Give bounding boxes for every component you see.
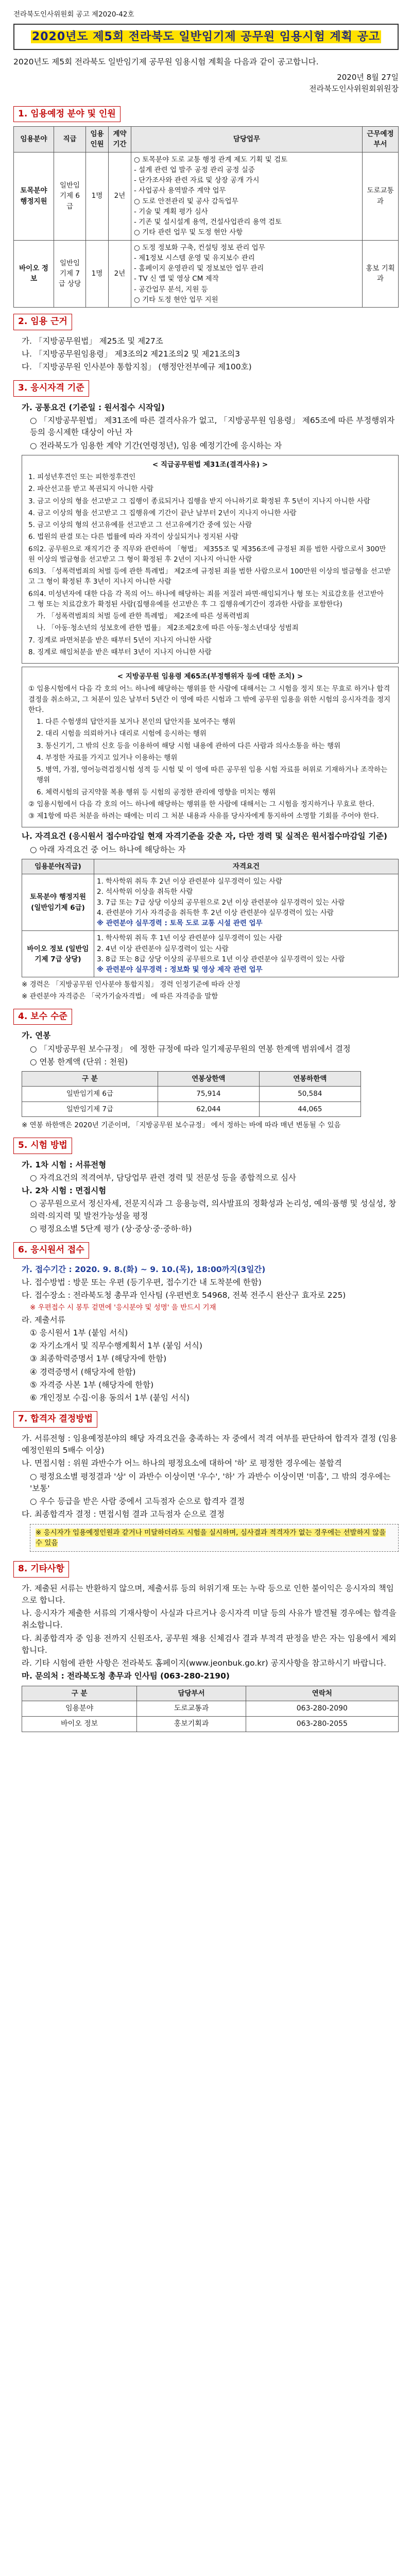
exam-line: 나. 2차 시험 : 면접시험 xyxy=(22,1186,107,1195)
misconduct-line: ③ 제1항에 따른 처분을 하려는 때에는 미리 그 처분 내용과 사유를 당사자에게 통지하여 소명할 기회를 주어야 한다. xyxy=(28,812,379,820)
col-count: 임용인원 xyxy=(86,127,109,152)
duty-line: ○ 기타 관련 업무 및 도정 현안 사항 xyxy=(134,228,243,237)
misconduct-line: ① 임용시험에서 다음 각 호의 어느 하나에 해당하는 행위를 한 사람에 대해서는 그 시험을 정지 또는 무효로 하거나 합격 결정을 취소하고, 그 처분이 있은 날부터 5년간 이 영에 따른 시험과 그 밖에 공무원 임용을 위한 시험의 응시자격을 정지한다. xyxy=(28,685,391,714)
req-line: 2. 4년 이상 관련분야 실무경력이 있는 사람 xyxy=(97,944,229,953)
qual-req-heading: 나. 자격요건 (응시원서 접수마감일 현재 자격기준을 갖춘 자, 다만 경력 및 실적은 원서접수마감일 기준) xyxy=(22,832,387,841)
basis-item: 나. 「지방공무원임용령」 제3조의2 제21조의2 및 제21조의3 xyxy=(22,349,240,359)
section-8-body xyxy=(13,1583,399,1732)
basis-item: 가. 「지방공무원법」 제25조 및 제27조 xyxy=(22,336,163,346)
contact-dept: 홍보기획과 xyxy=(137,1716,246,1732)
col-req-detail: 자격요건 xyxy=(94,859,399,874)
apply-line: 다. 접수장소 : 전라북도청 총무과 인사팀 (우편번호 54968, 전북 전주시 완산구 효자로 225) xyxy=(22,1291,346,1300)
pay-min: 50,584 xyxy=(259,1087,360,1101)
pass-line: ○ 평정요소별 평정결과 '상' 이 과반수 이상이면 '우수', '하' 가 과반수 이상이면 '미흡', 그 밖의 경우에는 '보통' xyxy=(30,1471,391,1493)
pass-line: 가. 서류전형 : 임용예정분야의 해당 자격요건을 충족하는 자 중에서 적격 여부를 판단하여 합격자 결정 (임용예정인원의 5배수 이상) xyxy=(22,1433,398,1455)
contact-field: 임용분야 xyxy=(22,1701,137,1716)
pay-max: 75,914 xyxy=(158,1087,259,1101)
apply-line: ⑥ 개인정보 수집·이용 동의서 1부 (붙임 서식) xyxy=(30,1393,190,1402)
apply-line: ② 자기소개서 및 직무수행계획서 1부 (붙임 서식) xyxy=(30,1341,202,1350)
duty-line: - 사업공사 용역발주 계약 업무 xyxy=(134,187,226,195)
exam-line: ○ 공무원으로서 정신자세, 전문지식과 그 응용능력, 의사발표의 정확성과 논리성, 예의·품행 및 성실성, 창의력·의지력 및 발전가능성을 평정 xyxy=(30,1199,397,1221)
exam-line: ○ 자격요건의 적격여부, 담당업무 관련 경력 및 전문성 등을 종합적으로 심사 xyxy=(30,1173,296,1182)
contact-field: 바이오 정보 xyxy=(22,1716,137,1732)
notice-date: 2020년 8월 27일 xyxy=(337,72,399,82)
pass-line: ○ 우수 등급을 받은 사람 중에서 고득점자 순으로 합격자 결정 xyxy=(30,1497,245,1506)
disq-line: 7. 징계로 파면처분을 받은 때부터 5년이 지나지 아니한 사람 xyxy=(28,636,212,645)
common-req-line: ○ 전라북도가 임용한 계약 기간(연령정년), 임용 예정기간에 응시하는 자 xyxy=(30,440,282,450)
col-grade: 직급 xyxy=(54,127,86,152)
pay-table xyxy=(22,1071,361,1117)
duty-line: - 단가조사와 관련 자료 및 상장 공개 가시 xyxy=(134,176,260,184)
table-row xyxy=(22,1716,399,1732)
apply-line: ③ 최종학력증명서 1부 (해당자에 한함) xyxy=(30,1354,167,1364)
pass-line: 나. 면접시험 : 위원 과반수가 어느 하나의 평정요소에 대하여 '하' 로 평정한 경우에는 불합격 xyxy=(22,1459,342,1468)
col-contact-phone: 연락처 xyxy=(246,1686,398,1701)
col-pay-grade: 구 분 xyxy=(22,1072,158,1087)
pay-note: ※ 연봉 하한액은 2020년 기준이며, 「지방공무원 보수규정」 에서 정하는 바에 따라 매년 변동될 수 있음 xyxy=(22,1121,341,1129)
contact-table xyxy=(22,1686,399,1732)
disq-line: 5. 금고 이상의 형의 선고유예를 선고받고 그 선고유예기간 중에 있는 사람 xyxy=(28,521,252,529)
notice-number: 전라북도인사위원회 공고 제2020-42호 xyxy=(13,10,134,19)
misconduct-line: 2. 대리 시험을 의뢰하거나 대리로 시험에 응시하는 행위 xyxy=(37,730,207,738)
misconduct-line: 5. 병역, 가점, 영어능력검정시험 성적 등 시험 및 이 영에 따른 공무원 임용 시험 자료를 허위로 기재하거나 조작하는 행위 xyxy=(37,766,388,785)
pay-max: 62,044 xyxy=(158,1101,259,1116)
disq-line: 4. 금고 이상의 형을 선고받고 그 집행유예 기간이 끝난 날부터 2년이 지나지 아니한 사람 xyxy=(28,509,297,517)
etc-line: 나. 응시자가 제출한 서류의 기재사항이 사실과 다르거나 응시자격 미달 등의 사유가 발견될 경우에는 합격을 취소합니다. xyxy=(22,1608,397,1630)
section-6-body xyxy=(13,1264,399,1404)
pay-line: ○ 연봉 한계액 (단위 : 천원) xyxy=(30,1057,128,1066)
section-7-title: 7. 합격자 결정방법 xyxy=(13,1411,97,1428)
req-line: ※ 관련분야 실무경력 : 토목 도로 교통 시설 관련 업무 xyxy=(97,919,263,927)
disq-line: 6의4. 미성년자에 대한 다음 각 목의 어느 하나에 해당하는 죄를 저질러 파면·해임되거나 형 또는 치료감호를 선고받아 그 형 또는 치료감호가 확정된 사람(집행유예를 선고받은 후 그 집행유예기간이 경과한 사람을 포함한다) xyxy=(28,589,384,608)
section-3-title: 3. 응시자격 기준 xyxy=(13,380,89,397)
cell-field: 토목분야 행정지원 xyxy=(14,152,54,240)
cell-field: 바이오 정보 xyxy=(14,240,54,308)
disq-line: 6의2. 공무원으로 재직기간 중 직무와 관련하여 「형법」 제355조 및 제356조에 규정된 죄를 범한 사람으로서 300만원 이상의 벌금형을 선고받고 그 형이 확정된 후 2년이 지나지 아니한 사람 xyxy=(28,545,386,564)
disqualification-box xyxy=(22,455,399,664)
disq-line: 나. 「아동·청소년의 성보호에 관한 법률」 제2조제2호에 따른 아동·청소년대상 성범죄 xyxy=(37,624,299,633)
req-line: 1. 학사학위 취득 후 1년 이상 관련분야 실무경력이 있는 사람 xyxy=(97,934,283,943)
table-row xyxy=(22,1701,399,1716)
intro-text: 2020년도 제5회 전라북도 일반임기제 공무원 임용시험 계획을 다음과 같이 공고합니다. xyxy=(13,57,319,67)
cell-period: 2년 xyxy=(109,240,131,308)
disq-line: 가. 「성폭력범죄의 처벌 등에 관한 특례법」 제2조에 따른 성폭력범죄 xyxy=(37,612,250,620)
disq-line: 6. 법원의 판결 또는 다른 법률에 따라 자격이 상실되거나 정지된 사람 xyxy=(28,533,238,541)
misconduct-line: ② 임용시험에서 다음 각 호의 어느 하나에 해당하는 행위를 한 사람에 대해서는 그 시험을 정지하거나 무효로 한다. xyxy=(28,800,374,808)
cell-grade: 일반임기제 6급 xyxy=(54,152,86,240)
duty-line: ○ 토목분야 도로 교통 행정 관계 제도 기획 및 검토 xyxy=(134,155,288,164)
apply-line: ④ 경력증명서 (해당자에 한함) xyxy=(30,1367,136,1377)
pay-min: 44,065 xyxy=(259,1101,360,1116)
req-detail xyxy=(94,931,399,977)
table-row xyxy=(22,931,399,977)
duty-line: ○ 기타 도정 현안 업무 지원 xyxy=(134,295,218,304)
col-contact-dept: 담당부서 xyxy=(137,1686,246,1701)
req-line: 4. 관련분야 기사 자격증을 취득한 후 2년 이상 관련분야 실무경력이 있는 사람 xyxy=(97,908,334,917)
misconduct-box-title: < 지방공무원 임용령 제65조(부정행위자 등에 대한 조치) > xyxy=(117,672,303,681)
section-1-title: 1. 임용예정 분야 및 인원 xyxy=(13,106,121,123)
qual-req-line: ○ 아래 자격요건 중 어느 하나에 해당하는 자 xyxy=(30,844,186,854)
cell-count: 1명 xyxy=(86,152,109,240)
pass-note xyxy=(30,1524,399,1552)
recruit-table xyxy=(13,126,399,308)
duty-line: - 기술 및 계획 평가 심사 xyxy=(134,207,208,216)
apply-line: ① 응시원서 1부 (붙임 서식) xyxy=(30,1328,128,1337)
pay-line: 가. 연봉 xyxy=(22,1031,51,1041)
basis-item: 다. 「지방공무원 인사분야 통합지침」 (행정안전부예규 제100호) xyxy=(22,362,252,371)
pay-grade: 일반임기제 6급 xyxy=(22,1087,158,1101)
qualification-table-header xyxy=(22,859,399,874)
duty-line: - 설계 관련 업 발주 공정 관리 공정 실증 xyxy=(134,165,255,174)
cell-dept: 도로교통과 xyxy=(363,152,399,240)
section-7-body xyxy=(13,1433,399,1552)
section-5-title: 5. 시험 방법 xyxy=(13,1138,72,1154)
req-line: 1. 학사학위 취득 후 2년 이상 관련분야 실무경력이 있는 사람 xyxy=(97,877,283,886)
pay-table-header xyxy=(22,1072,361,1087)
col-field: 임용분야 xyxy=(14,127,54,152)
disq-line: 1. 피성년후견인 또는 피한정후견인 xyxy=(28,473,136,481)
col-period: 계약기간 xyxy=(109,127,131,152)
disqualification-box-title: < 직급공무원법 제31조(결격사유) > xyxy=(152,460,268,469)
apply-line: ※ 우편접수 시 봉투 겉면에 '응시분야 및 성명' 을 반드시 기재 xyxy=(30,1303,216,1312)
misconduct-line: 1. 다른 수험생의 답안지를 보거나 본인의 답안지를 보여주는 행위 xyxy=(37,718,236,726)
apply-line: 라. 제출서류 xyxy=(22,1315,65,1325)
duty-line: - 공간업무 분석, 지원 등 xyxy=(134,285,208,294)
section-2-body xyxy=(13,335,399,374)
req-detail xyxy=(94,874,399,931)
etc-line: 가. 제출된 서류는 반환하지 않으며, 제출서류 등의 허위기재 또는 누락 등으로 인한 불이익은 응시자의 책임으로 합니다. xyxy=(22,1583,394,1605)
misconduct-line: 6. 체력시험의 금지약물 복용 행위 등 시험의 공정한 관리에 영향을 미치는 행위 xyxy=(37,788,276,796)
exam-line: ○ 평정요소별 5단계 평가 (상·중상·중·중하·하) xyxy=(30,1224,192,1233)
notice-title xyxy=(13,24,399,50)
col-contact-field: 구 분 xyxy=(22,1686,137,1701)
misconduct-line: 4. 부정한 자료를 가지고 있거나 이용하는 행위 xyxy=(37,753,178,762)
cell-count: 1명 xyxy=(86,240,109,308)
col-dept: 근무예정부서 xyxy=(363,127,399,152)
duty-line: - 기존 및 설시설계 용역, 건설사업관리 용역 검토 xyxy=(134,218,282,226)
cell-grade: 일반임기제 7급 상당 xyxy=(54,240,86,308)
section-2-title: 2. 임용 근거 xyxy=(13,314,72,330)
common-req-line: ○ 「지방공무원법」 제31조에 따른 결격사유가 없고, 「지방공무원 임용령」 제65조에 따른 부정행위자 등의 응시제한 대상이 아닌 자 xyxy=(30,416,395,437)
duty-line: - TV 신 앱 및 영상 CM 제작 xyxy=(134,275,219,283)
col-duties: 담당업무 xyxy=(131,127,363,152)
contact-phone: 063-280-2055 xyxy=(246,1716,398,1732)
duty-line: - 홈페이지 운영관리 및 정보보안 업무 관리 xyxy=(134,264,264,273)
notice-title-text: 2020년도 제5회 전라북도 일반임기제 공무원 임용시험 계획 공고 xyxy=(31,30,381,44)
table-row xyxy=(22,1087,361,1101)
contact-table-header xyxy=(22,1686,399,1701)
req-field: 토목분야 행정지원 (일반임기제 6급) xyxy=(22,874,94,931)
etc-line: 마. 문의처 : 전라북도청 총무과 인사팀 (063-280-2190) xyxy=(22,1671,230,1681)
date-org xyxy=(13,72,399,95)
pass-note-text: ※ 응시자가 임용예정인원과 같거나 미달하더라도 시험을 실시하며, 심사결과 적격자가 없는 경우에는 선발하지 않을 수 있음 xyxy=(36,1528,386,1547)
col-pay-max: 연봉상한액 xyxy=(158,1072,259,1087)
cell-duties xyxy=(131,152,363,240)
req-line: 3. 8급 또는 8급 상당 이상의 공무원으로 1년 이상 관련분야 실무경력이 있는 사람 xyxy=(97,955,345,963)
cell-duties xyxy=(131,240,363,308)
disq-line: 3. 금고 이상의 형을 선고받고 그 집행이 종료되거나 집행을 받지 아니하기로 확정된 후 5년이 지나지 아니한 사람 xyxy=(28,497,370,505)
req-line: ※ 관련분야 실무경력 : 정보화 및 영상 제작 관련 업무 xyxy=(97,965,263,974)
disq-line: 2. 파산선고를 받고 복권되지 아니한 사람 xyxy=(28,485,153,494)
col-pay-min: 연봉하한액 xyxy=(259,1072,360,1087)
table-row xyxy=(14,240,399,308)
apply-line: 가. 접수기간 : 2020. 9. 8.(화) ~ 9. 10.(목), 18:00까지(3일간) xyxy=(22,1264,266,1274)
contact-phone: 063-280-2090 xyxy=(246,1701,398,1716)
disq-line: 6의3. 「성폭력범죄의 처벌 등에 관한 특례법」 제2조에 규정된 죄를 범한 사람으로서 100만원 이상의 벌금형을 선고받고 그 형이 확정된 후 3년이 지나지 아니한 사람 xyxy=(28,567,391,586)
pay-grade: 일반임기제 7급 xyxy=(22,1101,158,1116)
qual-note: ※ 관련분야 자격증은 「국가기술자격법」 에 따른 자격증을 말함 xyxy=(22,992,218,1001)
apply-line: 나. 접수방법 : 방문 또는 우편 (등기우편, 접수기간 내 도착분에 한함) xyxy=(22,1277,262,1287)
pass-line: 다. 최종합격자 결정 : 면접시험 결과 고득점자 순으로 결정 xyxy=(22,1510,225,1519)
section-4-title: 4. 보수 수준 xyxy=(13,1009,72,1025)
common-req-heading: 가. 공통요건 (기준일 : 원서접수 시작일) xyxy=(22,402,165,412)
etc-line: 라. 기타 시험에 관한 사항은 전라북도 홈페이지(www.jeonbuk.go.kr) 공지사항을 참고하시기 바랍니다. xyxy=(22,1658,386,1668)
pay-line: ○ 「지방공무원 보수규정」 에 정한 규정에 따라 일기제공무원의 연봉 한계액 범위에서 결정 xyxy=(30,1044,351,1054)
table-row xyxy=(22,1101,361,1116)
duty-line: ○ 도정 정보화 구축, 컨설팅 정보 관리 업무 xyxy=(134,243,265,252)
section-6-title: 6. 응시원서 접수 xyxy=(13,1242,89,1259)
table-row xyxy=(14,152,399,240)
misconduct-box xyxy=(22,667,399,827)
contact-dept: 도로교통과 xyxy=(137,1701,246,1716)
exam-line: 가. 1차 시험 : 서류전형 xyxy=(22,1160,107,1170)
req-line: 2. 석사학위 이상을 취득한 사람 xyxy=(97,888,193,896)
cell-period: 2년 xyxy=(109,152,131,240)
section-8-title: 8. 기타사항 xyxy=(13,1561,69,1578)
duty-line: - 제1정보 시스템 운영 및 유지보수 관리 xyxy=(134,253,255,262)
req-line: 3. 7급 또는 7급 상당 이상의 공무원으로 2년 이상 관련분야 실무경력이 있는 사람 xyxy=(97,898,345,907)
section-5-body xyxy=(13,1159,399,1235)
notice-org: 전라북도인사위원회위원장 xyxy=(309,84,399,93)
section-4-body xyxy=(13,1030,399,1130)
qual-note: ※ 경력은 「지방공무원 인사분야 통합지침」 경력 인정기준에 따라 산정 xyxy=(22,980,241,989)
section-3-body xyxy=(13,402,399,1002)
req-field: 바이오 정보 (일반임기제 7급 상당) xyxy=(22,931,94,977)
disq-line: 8. 징계로 해임처분을 받은 때부터 3년이 지나지 아니한 사람 xyxy=(28,648,212,656)
col-req-field: 임용분야(직급) xyxy=(22,859,94,874)
apply-line: ⑤ 자격증 사본 1부 (해당자에 한함) xyxy=(30,1380,154,1389)
recruit-table-header xyxy=(14,127,399,152)
table-row xyxy=(22,874,399,931)
cell-dept: 홍보 기획과 xyxy=(363,240,399,308)
qualification-table xyxy=(22,859,399,978)
etc-line: 다. 최종합격자 중 임용 전까지 신원조사, 공무원 채용 신체검사 결과 부적격 판정을 받은 자는 임용에서 제외합니다. xyxy=(22,1633,397,1655)
duty-line: ○ 도로 안전관리 및 공사 감독업무 xyxy=(134,197,238,206)
misconduct-line: 3. 통신기기, 그 밖의 신호 등을 이용하여 해당 시험 내용에 관하여 다른 사람과 의사소통을 하는 행위 xyxy=(37,741,341,750)
